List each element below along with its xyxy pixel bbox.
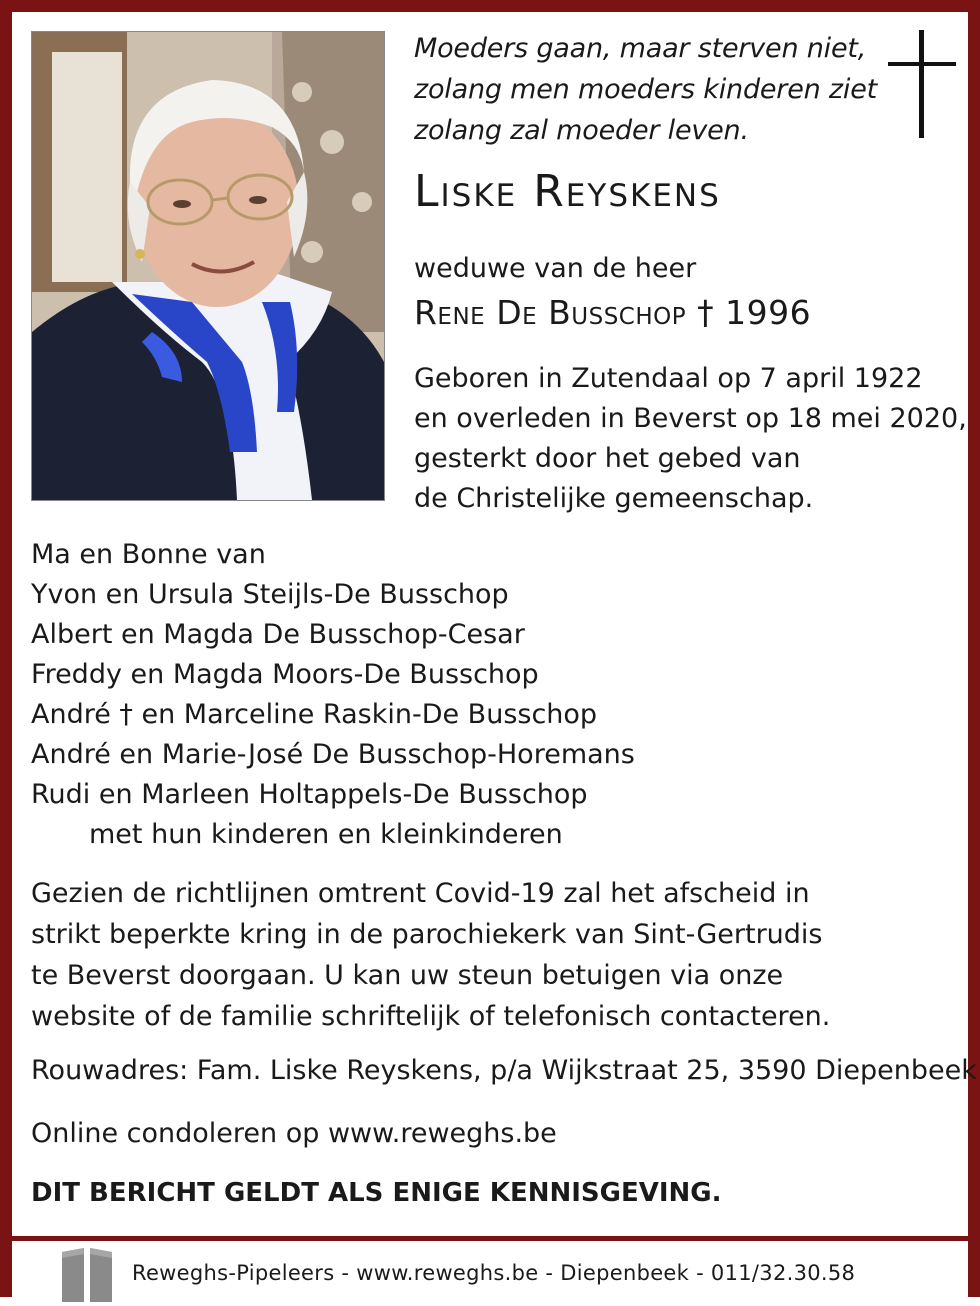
funeral-home-logo-icon (58, 1244, 116, 1302)
family-outro: met hun kinderen en kleinkinderen (89, 819, 563, 850)
online-condolence: Online condoleren op www.reweghs.be (31, 1118, 557, 1149)
widow-label: weduwe van de heer (414, 253, 697, 284)
funeral-notice: Gezien de richtlijnen omtrent Covid-19 zal het afscheid in strikt beperkte kring in de parochiekerk van Sint-Gertrudis te Beverst doorgaan. U kan uw steun betuigen via onze website of de familie schriftelijk of telefonisch contacteren. (31, 878, 831, 1032)
memorial-poem: Moeders gaan, maar sterven niet, zolang men moeders kinderen ziet zolang zal moeder leven. (414, 33, 877, 146)
mourning-address: Rouwadres: Fam. Liske Reyskens, p/a Wijkstraat 25, 3590 Diepenbeek (31, 1055, 977, 1086)
funeral-home-footer: Reweghs-Pipeleers - www.reweghs.be - Diepenbeek - 011/32.30.58 (132, 1261, 856, 1285)
family-member: Yvon en Ursula Steijls-De Busschop (31, 579, 509, 610)
footer-divider (12, 1236, 968, 1241)
family-member: Albert en Magda De Busschop-Cesar (31, 619, 525, 650)
family-intro: Ma en Bonne van (31, 539, 266, 570)
portrait-photo (31, 31, 385, 501)
family-member: Rudi en Marleen Holtappels-De Busschop (31, 779, 588, 810)
cross-icon (888, 30, 958, 138)
deceased-name: Liske Reyskens (414, 166, 721, 217)
spouse-name: Rene De Busschop † 1996 (414, 293, 812, 332)
family-member: André en Marie-José De Busschop-Horemans (31, 739, 635, 770)
family-list (31, 535, 635, 855)
family-member: Freddy en Magda Moors-De Busschop (31, 659, 539, 690)
family-member: André † en Marceline Raskin-De Busschop (31, 699, 598, 730)
final-notice: DIT BERICHT GELDT ALS ENIGE KENNISGEVING. (31, 1178, 722, 1208)
birth-death-details: Geboren in Zutendaal op 7 april 1922 en overleden in Beverst op 18 mei 2020, gesterkt door het gebed van de Christelijke gemeenschap. (414, 363, 967, 514)
